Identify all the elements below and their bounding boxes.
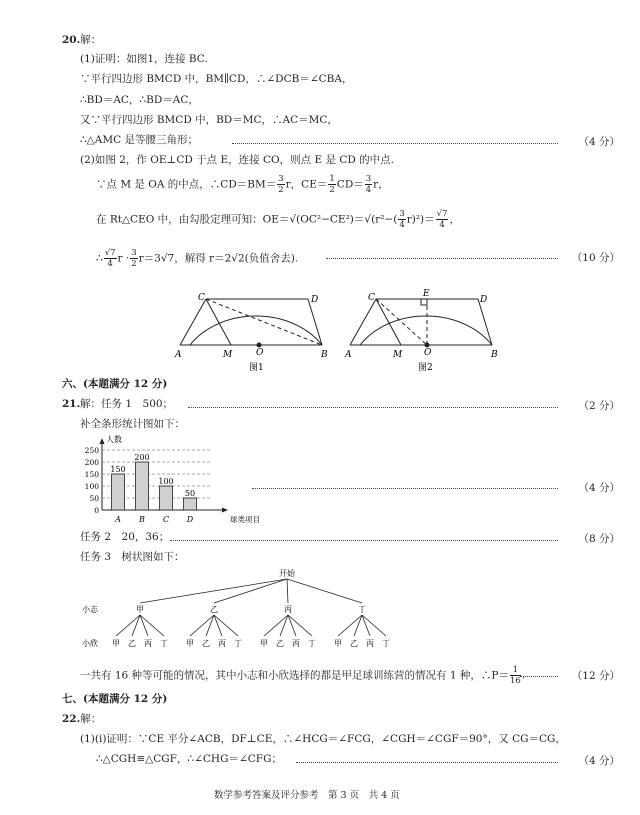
p20-line-4: 又∵平行四边形 BMCD 中，BD＝MC，∴AC＝MC， [80,114,338,126]
bar-A [112,474,125,510]
label-O: O [424,348,432,358]
p20-line-5: ∴△AMC 是等腰三角形； [80,134,198,146]
tree-node-level1: 丁 [358,605,366,614]
label-D: D [311,295,319,305]
p20-line-9: ∴ $\frac{√7}{4}$ r · $\frac{3}{2}$ r＝3√7，解得 r＝2√2(负值舍去). [96,248,299,270]
bar-C [160,486,173,510]
page-footer: 数学参考答案及评分参考 第 3 页 共 4 页 [214,790,400,801]
tree-node-level2: 甲 [334,639,342,648]
p20-line-6: (2)如图 2，作 OE⊥CD 于点 E，连接 CO，则点 E 是 CD 的中点. [80,154,394,166]
y-tick-label: 50 [89,494,99,503]
tree-node-level2: 丁 [160,639,168,648]
data-label: 50 [184,489,196,498]
row-label-xiaoxin: 小欣 [82,639,98,648]
label-E: E [423,289,430,299]
tree-node-level1: 甲 [136,605,144,614]
y-tick-label: 200 [84,458,99,467]
tree-node-level2: 丙 [366,639,374,648]
p20-line-3: ∴BD＝AC，∴BD＝AC， [80,94,199,106]
tree-node-level2: 甲 [112,639,120,648]
score-p21-3: （8 分） [578,533,620,545]
tree-node-level2: 乙 [350,639,358,648]
x-tick-label: C [162,515,170,524]
score-leader [296,762,558,763]
tree-node-level2: 丙 [144,639,152,648]
p21-line-5: 一共有 16 种等可能的情况，其中小志和小欣选择的都是甲足球训练营的情况有 1 种，∴P＝ $\frac{1}{16}$ . [80,665,526,687]
label-C: C [368,293,375,303]
tree-node-level2: 乙 [128,639,136,648]
x-tick-label: D [186,515,194,524]
label-C: C [198,293,205,303]
x-tick-label: B [139,515,145,524]
data-label: 100 [158,477,174,486]
bar-chart [72,432,260,527]
problem-20-number: 20.解： [62,34,102,46]
x-tick-label: A [115,515,121,524]
p20-line-2: ∵平行四边形 BMCD 中，BM∥CD，∴∠DCB＝∠CBA， [80,73,353,85]
p21-line-2: 补全条形统计图如下： [80,418,185,430]
x-axis-label: 球类项目 [230,515,260,524]
score-p20-1: （4 分） [578,136,620,148]
data-label: 150 [110,465,126,474]
p20-line-1: (1)证明：如图1，连接 BC. [80,53,208,65]
bar-D [184,498,197,510]
y-axis-arrow [100,438,105,444]
score-leader [326,258,558,259]
y-tick-label: 150 [84,470,99,479]
section-7-heading: 七、(本题满分 12 分) [62,693,168,705]
label-M: M [223,350,233,360]
score-leader [232,143,558,144]
tree-diagram [72,566,492,656]
problem-21-number: 21. [62,398,81,410]
tree-root: 开始 [279,569,295,578]
score-p21-2: （4 分） [578,482,620,494]
p21-line-3: 任务 2 20，36； [80,531,170,543]
y-tick-label: 250 [84,446,99,455]
score-leader [520,676,558,677]
tree-branch [214,579,287,603]
figure-2-caption: 图2 [418,363,433,373]
tree-node-level2: 甲 [260,639,268,648]
score-leader [170,540,558,541]
tree-node-level2: 丁 [308,639,316,648]
tree-node-level1: 丙 [284,605,292,614]
y-axis-label: 人数 [106,435,122,444]
score-p21-1: （2 分） [578,400,620,412]
label-A: A [175,350,182,360]
score-p20-2: （10 分） [571,252,620,264]
p20-line-8: 在 Rt△CEO 中，由勾股定理可知：OE＝√(OC²−CE²)＝√(r²−( $\frac{3}{4}$ r)²)＝ $\frac{√7}{4}$ ， [96,209,460,231]
label-M: M [393,350,403,360]
y-tick-label: 100 [84,482,99,491]
p20-line-7: ∵点 M 是 OA 的中点，∴CD＝BM＝ $\frac{3}{2}$ r，CE＝ $\frac{1}{2}$ CD＝ $\frac{3}{4}$ r， [96,174,389,196]
tree-node-level2: 丁 [234,639,242,648]
label-A: A [345,350,352,360]
label-D: D [480,295,488,305]
geometry-figures [175,278,505,373]
label-B: B [321,350,328,360]
section-6-heading: 六、(本题满分 12 分) [62,378,168,390]
label-O: O [256,348,264,358]
tree-node-level1: 乙 [210,605,218,614]
tree-node-level2: 丙 [292,639,300,648]
tree-branch [287,579,288,603]
data-label: 200 [134,453,150,462]
score-p22-1: （4 分） [578,755,620,767]
x-axis-arrow [222,508,228,513]
tree-node-level2: 丁 [382,639,390,648]
y-tick-label: 0 [94,506,99,515]
p21-line-1: 解：任务 1 500； [80,398,174,410]
tree-node-level2: 乙 [276,639,284,648]
score-leader [252,488,558,489]
p21-line-4: 任务 3 树状图如下： [80,551,185,563]
problem-22-number: 22.解： [62,713,102,725]
tree-node-level2: 丙 [218,639,226,648]
p22-line-2: ∴△CGH≌△CGF，∴∠CHG＝∠CFG； [96,753,282,765]
tree-branch [287,579,362,603]
figure-1 [180,299,322,347]
score-p21-4: （12 分） [571,670,620,682]
figure-2 [350,299,492,347]
bar-B [136,462,149,510]
tree-node-level2: 甲 [186,639,194,648]
figure-1-caption: 图1 [249,363,264,373]
score-leader [188,407,558,408]
label-B: B [491,350,498,360]
tree-branch [140,579,287,603]
tree-node-level2: 乙 [202,639,210,648]
row-label-xiaozhi: 小志 [82,605,98,614]
p22-line-1: (1)(i)证明：∵CE 平分∠ACB，DF⊥CE，∴∠HCG＝∠FCG，∠CGH＝∠CGF＝90°，又 CG＝CG， [80,733,566,745]
